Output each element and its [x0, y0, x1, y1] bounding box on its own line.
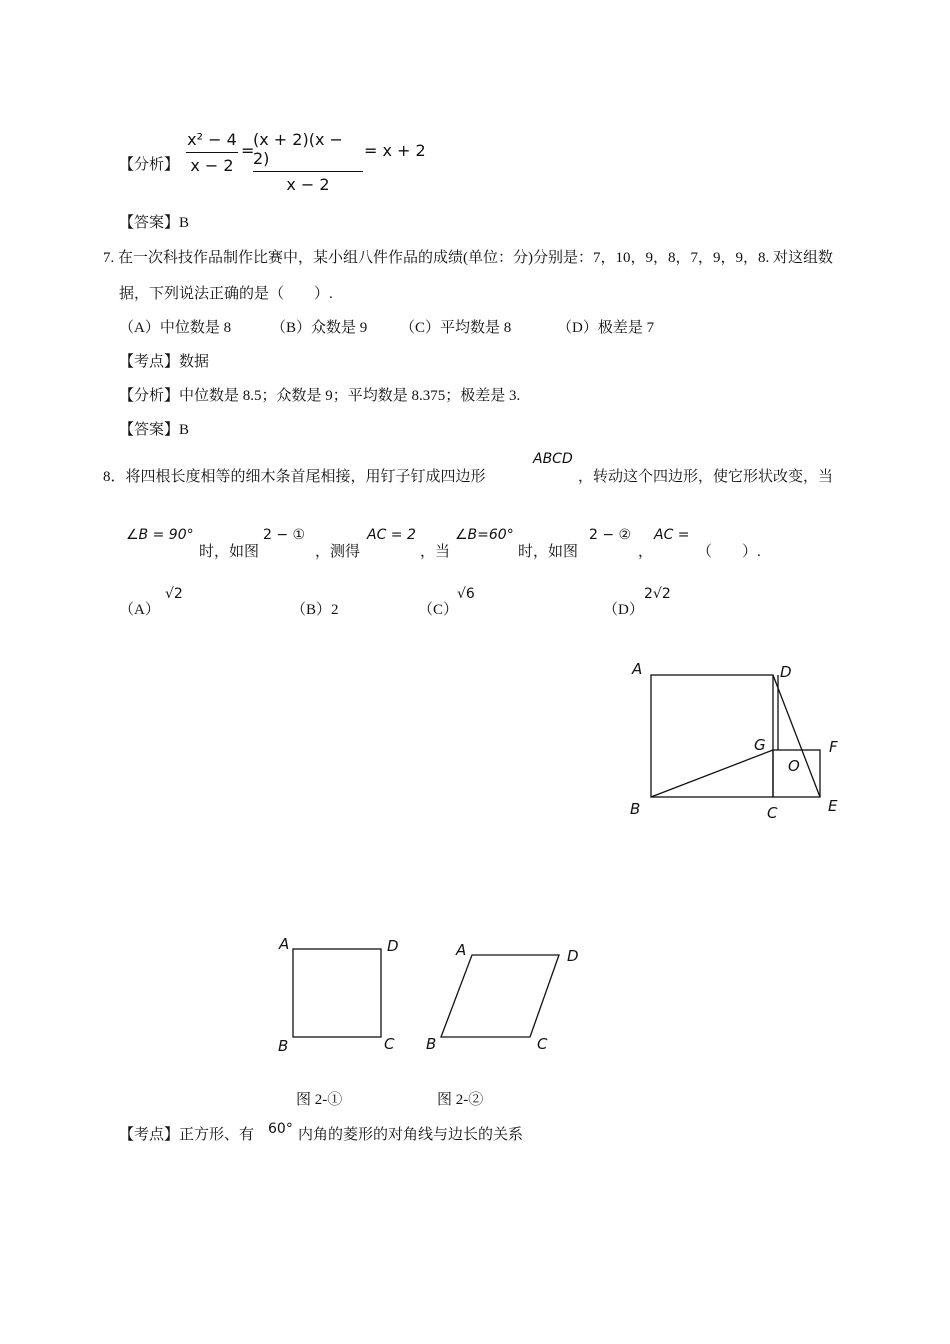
q8-ac-question: AC =: [654, 527, 690, 543]
q8-ac-equals-2: AC = 2: [367, 527, 416, 543]
label-c: C: [384, 1035, 395, 1053]
q8-fig1-ref: 2 − ①: [263, 527, 306, 543]
label-g: G: [754, 736, 766, 754]
q8-angle-90: ∠B = 90°: [126, 527, 194, 543]
label-a: A: [279, 935, 290, 953]
q8-text: 时，如图: [518, 544, 579, 560]
label-b: B: [630, 800, 641, 818]
q8-angle-60: ∠B=60°: [455, 527, 514, 543]
q8-kaodian-angle: 60°: [268, 1121, 293, 1137]
q8-text: ，当: [420, 544, 451, 560]
q8-option-b: （B）2: [291, 602, 339, 618]
figure-2-2-rhombus: [420, 930, 590, 1060]
label-a: A: [456, 941, 467, 959]
label-d: D: [567, 947, 579, 965]
q8-option-a-value: √2: [165, 586, 183, 602]
fraction-1-numerator: x² − 4: [187, 130, 237, 149]
q8-option-c-label: （C）: [418, 602, 459, 618]
label-d: D: [780, 663, 792, 681]
equals-sign: =: [241, 141, 255, 160]
q7-stem-line1: 7. 在一次科技作品制作比赛中，某小组八件作品的成绩(单位：分)分别是：7，10，9，8，7，9，9，8. 对这组数: [103, 250, 833, 266]
q8-text: ，测得: [315, 544, 361, 560]
q8-quadrilateral-name: ABCD: [533, 451, 573, 467]
q8-kaodian-part1: 【考点】正方形、有: [119, 1127, 255, 1143]
q8-text: 时，如图: [199, 544, 260, 560]
fraction-result: = x + 2: [364, 141, 426, 160]
square-shape: [293, 949, 381, 1037]
q8-stem-line1a: 8．将四根长度相等的细木条首尾相接，用钉子钉成四边形: [103, 469, 486, 485]
caption-figure-2-1: 图 2-①: [296, 1092, 343, 1108]
figure-2-1-square: [270, 930, 410, 1060]
q7-option-a: （A）中位数是 8: [119, 320, 232, 336]
fraction-2-numerator: (x + 2)(x − 2): [253, 130, 343, 168]
fraction-1-denominator: x − 2: [190, 156, 234, 175]
label-e: E: [828, 797, 838, 815]
label-c: C: [767, 804, 778, 822]
q8-fig2-ref: 2 − ②: [589, 527, 632, 543]
q8-option-a-label: （A）: [119, 602, 160, 618]
analysis-tag: 【分析】: [119, 157, 180, 173]
q8-option-c-value: √6: [457, 586, 475, 602]
rhombus-shape: [441, 955, 559, 1037]
q6-answer: 【答案】B: [119, 215, 190, 231]
q8-option-d-label: （D）: [603, 602, 644, 618]
label-f: F: [829, 738, 838, 756]
fraction-1: [186, 130, 238, 175]
q7-option-d: （D）极差是 7: [557, 320, 655, 336]
q8-answer-blank: （ ）.: [697, 544, 761, 560]
segment-de: [773, 675, 820, 797]
q8-kaodian-part2: 内角的菱形的对角线与边长的关系: [298, 1127, 524, 1143]
fraction-2-denominator: x − 2: [286, 175, 330, 194]
q7-option-c: （C）平均数是 8: [400, 320, 512, 336]
label-c: C: [537, 1035, 548, 1053]
q8-text: ，: [638, 544, 654, 560]
caption-figure-2-2: 图 2-②: [437, 1092, 484, 1108]
q7-kaodian: 【考点】数据: [119, 354, 210, 370]
label-a: A: [632, 660, 643, 678]
q7-option-b: （B）众数是 9: [271, 320, 368, 336]
label-d: D: [387, 937, 399, 955]
label-b: B: [426, 1035, 437, 1053]
fraction-bar: [253, 171, 363, 172]
q7-stem-line2: 据，下列说法正确的是（ ）.: [119, 286, 333, 302]
label-b: B: [278, 1037, 289, 1055]
segment-bg: [651, 750, 773, 797]
q8-option-d-value: 2√2: [644, 586, 671, 602]
q7-answer: 【答案】B: [119, 422, 190, 438]
squares-figure: [620, 650, 860, 830]
q8-stem-line1b: ，转动这个四边形，使它形状改变，当: [578, 469, 834, 485]
fraction-2: [253, 130, 363, 194]
fraction-bar: [186, 152, 238, 153]
q7-analysis: 【分析】中位数是 8.5；众数是 9；平均数是 8.375；极差是 3.: [119, 388, 521, 404]
label-o: O: [788, 757, 800, 775]
